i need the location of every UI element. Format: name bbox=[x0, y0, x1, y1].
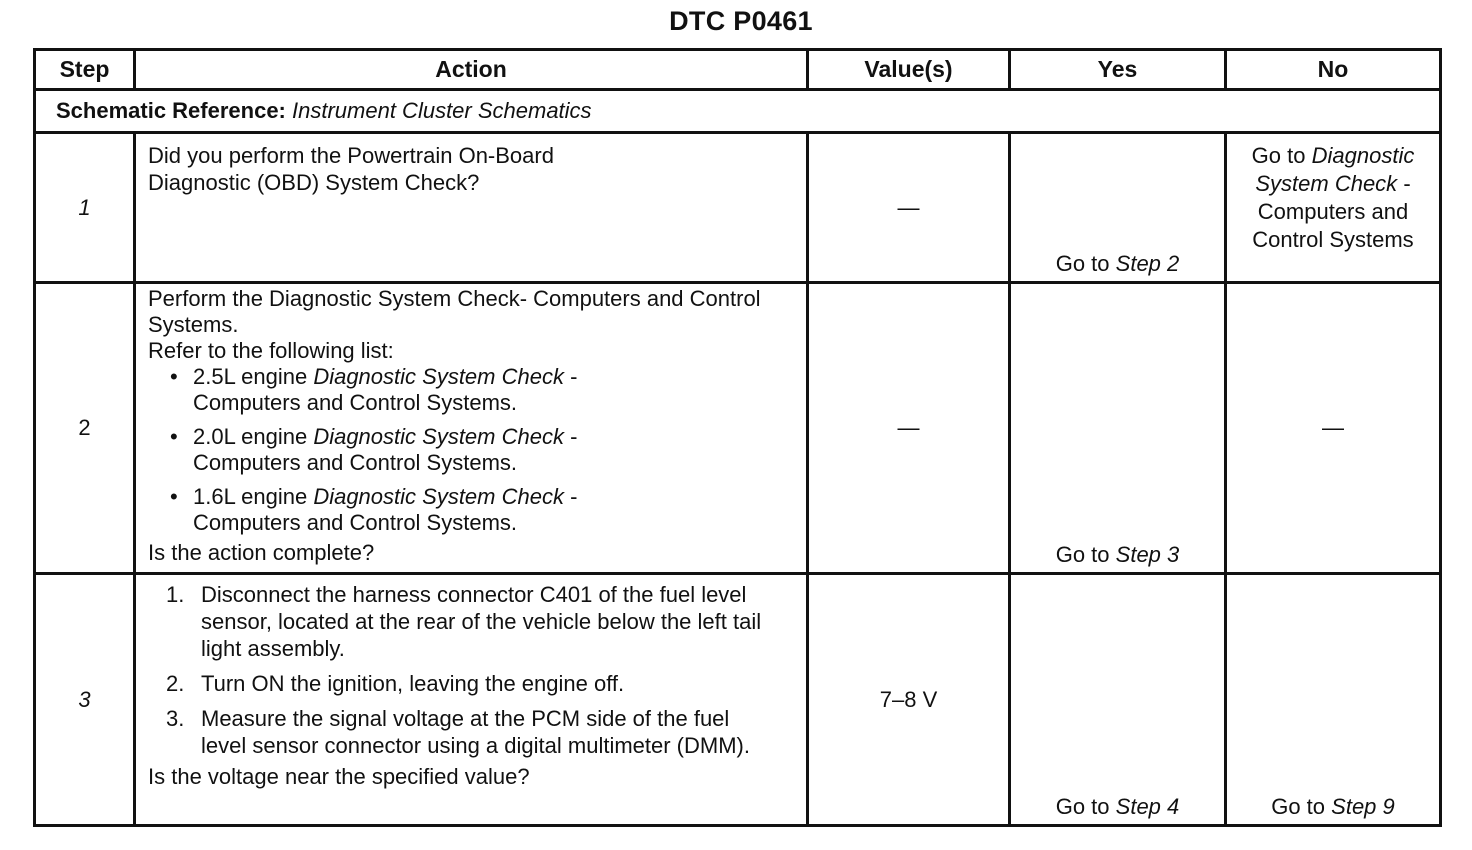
no-cell bbox=[1226, 133, 1441, 283]
bullet-suffix: - Computers and Control Systems. bbox=[193, 424, 578, 475]
no-cell bbox=[1226, 574, 1441, 826]
bullet-prefix: 2.5L engine bbox=[193, 364, 308, 389]
yes-step-link[interactable]: Step 3 bbox=[1115, 542, 1180, 567]
step-text: Measure the signal voltage at the PCM side of the fuel level sensor connector using a digital multimeter (DMM). bbox=[201, 706, 750, 758]
bullet-icon: • bbox=[170, 484, 178, 509]
bullet-icon: • bbox=[170, 364, 178, 389]
bullet-prefix: 1.6L engine bbox=[193, 484, 308, 509]
value-cell: — bbox=[808, 133, 1010, 283]
step-index: 1. bbox=[166, 582, 185, 607]
list-item bbox=[170, 484, 796, 536]
header-yes: Yes bbox=[1010, 50, 1226, 90]
header-action: Action bbox=[135, 50, 808, 90]
yes-cell bbox=[1010, 133, 1226, 283]
table-row bbox=[35, 283, 1441, 574]
value-cell: 7–8 V bbox=[808, 574, 1010, 826]
no-diagnostic-link[interactable]: Diagnostic System Check bbox=[1255, 143, 1415, 196]
action-cell bbox=[135, 283, 808, 574]
step-index: 3. bbox=[166, 706, 185, 731]
bullet-suffix: - Computers and Control Systems. bbox=[193, 484, 578, 535]
list-item bbox=[166, 581, 796, 662]
header-row bbox=[35, 50, 1441, 90]
step-index: 2. bbox=[166, 671, 185, 696]
page-title: DTC P0461 bbox=[669, 6, 813, 36]
yes-step-link[interactable]: Step 2 bbox=[1115, 251, 1180, 276]
bullet-icon: • bbox=[170, 424, 178, 449]
header-no: No bbox=[1226, 50, 1441, 90]
action-text: Did you perform the Powertrain On-Board Diagnostic (OBD) System Check? bbox=[148, 143, 554, 195]
step-text: Disconnect the harness connector C401 of the fuel level sensor, located at the rear of the vehicle below the left tail light assembly. bbox=[201, 582, 762, 661]
schematic-ref-link[interactable]: Instrument Cluster Schematics bbox=[292, 98, 592, 123]
schematic-reference bbox=[35, 90, 1441, 133]
bullet-prefix: 2.0L engine bbox=[193, 424, 308, 449]
schematic-row bbox=[35, 90, 1441, 133]
action-cell bbox=[135, 133, 808, 283]
action-intro-list: Refer to the following list: bbox=[148, 338, 394, 363]
schematic-label: Schematic Reference: bbox=[56, 98, 286, 123]
step-text: Turn ON the ignition, leaving the engine off. bbox=[201, 671, 625, 696]
diagnostic-table bbox=[33, 48, 1442, 827]
list-item bbox=[166, 670, 796, 697]
bullet-suffix: - Computers and Control Systems. bbox=[193, 364, 578, 415]
list-item bbox=[170, 424, 796, 476]
no-prefix: Go to bbox=[1271, 794, 1326, 819]
no-prefix: Go to bbox=[1251, 143, 1306, 168]
table-row bbox=[35, 133, 1441, 283]
yes-cell bbox=[1010, 283, 1226, 574]
value-cell: — bbox=[808, 283, 1010, 574]
action-question: Is the action complete? bbox=[148, 540, 375, 565]
header-step: Step bbox=[35, 50, 135, 90]
action-intro: Perform the Diagnostic System Check- Computers and Control Systems. bbox=[148, 286, 761, 337]
no-cell: — bbox=[1226, 283, 1441, 574]
yes-cell bbox=[1010, 574, 1226, 826]
yes-prefix: Go to bbox=[1055, 794, 1110, 819]
yes-step-link[interactable]: Step 4 bbox=[1115, 794, 1180, 819]
list-item bbox=[170, 364, 796, 416]
list-item bbox=[166, 705, 796, 759]
action-cell bbox=[135, 574, 808, 826]
bullet-link[interactable]: Diagnostic System Check bbox=[313, 484, 564, 509]
table-row bbox=[35, 574, 1441, 826]
action-question: Is the voltage near the specified value? bbox=[148, 764, 530, 789]
step-number: 3 bbox=[35, 574, 135, 826]
header-values: Value(s) bbox=[808, 50, 1010, 90]
bullet-link[interactable]: Diagnostic System Check bbox=[313, 424, 564, 449]
step-number: 2 bbox=[35, 283, 135, 574]
bullet-link[interactable]: Diagnostic System Check bbox=[313, 364, 564, 389]
no-step-link[interactable]: Step 9 bbox=[1331, 794, 1395, 819]
yes-prefix: Go to bbox=[1055, 542, 1110, 567]
yes-prefix: Go to bbox=[1055, 251, 1110, 276]
step-number: 1 bbox=[35, 133, 135, 283]
no-suffix: - Computers and Control Systems bbox=[1252, 171, 1414, 252]
